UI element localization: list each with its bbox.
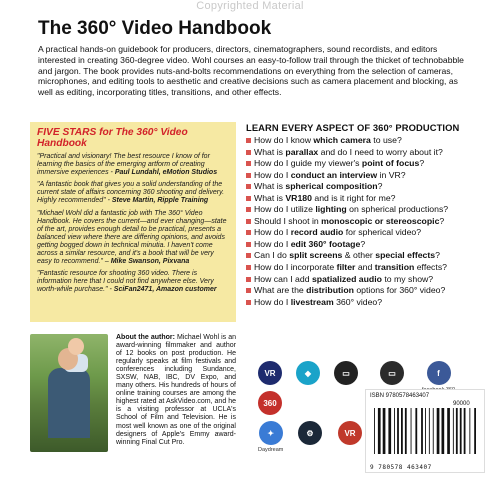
barcode-bar <box>456 408 458 454</box>
bullet-icon <box>246 277 251 282</box>
question-item <box>246 147 482 159</box>
question-text: Can I do <box>254 250 290 261</box>
youtube-360-icon <box>258 391 282 415</box>
isbn-label: ISBN 9780578463407 <box>370 393 430 399</box>
bullet-icon <box>246 300 251 305</box>
question-text: and is it right for me? <box>311 192 396 203</box>
question-keyword: parallax <box>285 146 319 157</box>
about-author <box>116 334 236 447</box>
about-author-lead: About the author: <box>116 334 175 341</box>
bullet-icon <box>246 265 251 270</box>
learn-heading: LEARN EVERY ASPECT OF 360° PRODUCTION <box>246 122 460 133</box>
question-text: How do I know <box>254 135 314 145</box>
question-keyword: lighting <box>315 204 347 215</box>
question-text: What is <box>254 181 286 192</box>
question-text: and do I need to worry about it? <box>318 146 443 157</box>
question-keyword: spherical composition <box>285 181 378 192</box>
facebook-360-icon-glyph: f <box>427 361 451 385</box>
oculus-icon <box>380 361 404 385</box>
question-text: How do I utilize <box>254 204 316 215</box>
copyright-watermark: Copyrighted Material <box>196 0 304 12</box>
question-keyword: livestream <box>290 296 334 307</box>
question-text: How can I add <box>254 273 312 284</box>
bullet-icon <box>246 230 251 235</box>
barcode-digits: 9 780578 463407 <box>370 464 432 471</box>
question-item <box>246 239 482 251</box>
vive-icon <box>296 361 320 385</box>
book-description: A practical hands-on guidebook for producers, directors, cinematographers, sound recordists, and editors interested in creating 360-degree video. Wohl courses an easy-to-follow trail through the thicket of technobabble and jargon. The book provides nuts-and-bolts recommendations on everything from the selection of cameras, microphones, and editing tools to aesthetic and creative decisions such as camera placement and blocking, as well as editing, incorporating titles, transitions, and other effects. <box>38 44 464 98</box>
barcode-bar <box>411 408 412 454</box>
vrvideo-icon <box>258 361 282 385</box>
barcode-bar <box>388 408 391 454</box>
youtube-360-icon-glyph: 360 <box>258 391 282 415</box>
daydream-icon <box>258 421 283 453</box>
steam-icon-glyph: ⚙ <box>298 421 322 445</box>
bullet-icon <box>246 288 251 293</box>
barcode-bar <box>425 408 426 454</box>
review-quote <box>37 153 229 177</box>
bullet-icon <box>246 219 251 224</box>
learn-section <box>246 122 482 308</box>
question-text: to my show? <box>381 273 434 284</box>
bullet-icon <box>246 242 251 247</box>
question-keyword: distribution <box>306 285 354 296</box>
question-text: How do I incorporate <box>254 262 337 273</box>
review-author: Paul Lundahl, eMotion Studios <box>114 169 218 177</box>
bullet-icon <box>246 173 251 178</box>
question-item <box>246 135 482 147</box>
question-text: ? <box>439 215 445 226</box>
question-item <box>246 216 482 228</box>
question-text: options for 360° video? <box>353 285 446 296</box>
question-text: ? <box>360 238 366 249</box>
question-text: How do I <box>254 296 291 307</box>
question-keyword: VR180 <box>285 192 312 203</box>
barcode-bar <box>383 408 386 454</box>
barcode-bar <box>394 408 395 454</box>
reviews-box <box>30 122 236 322</box>
question-keyword: point of focus <box>361 158 420 169</box>
review-text: "Practical and visionary! The best resource I know of for learning the basics of the emerging artform of creating immersive experiences - <box>37 153 210 177</box>
question-text: ? <box>419 158 425 169</box>
barcode-bar <box>378 408 381 454</box>
barcode-bar <box>401 408 403 454</box>
question-item <box>246 285 482 297</box>
question-text: and <box>355 262 375 273</box>
question-item <box>246 181 482 193</box>
question-keyword: filter <box>336 262 356 273</box>
steam-icon <box>298 421 322 445</box>
question-item <box>246 250 482 262</box>
question-keyword: conduct an interview <box>290 169 378 180</box>
question-text: What are the <box>254 285 307 296</box>
bullet-icon <box>246 184 251 189</box>
question-text: How do I guide my viewer's <box>254 158 362 169</box>
vrvideo-icon-glyph: VR <box>258 361 282 385</box>
question-text: What is <box>254 146 286 157</box>
bullet-icon <box>246 196 251 201</box>
bullet-icon <box>246 207 251 212</box>
question-text: Should I shoot in <box>254 215 322 226</box>
vive-icon-glyph: ◆ <box>296 361 320 385</box>
question-keyword: special effects <box>375 250 436 261</box>
bullet-icon <box>246 253 251 258</box>
question-list <box>246 135 482 308</box>
barcode-bar <box>421 408 423 454</box>
question-item <box>246 158 482 170</box>
book-title: The 360° Video Handbook <box>38 18 272 39</box>
question-keyword: spatialized audio <box>311 273 382 284</box>
question-text: How do I <box>254 227 291 238</box>
barcode-bar <box>405 408 407 454</box>
question-text: to use? <box>370 135 402 145</box>
question-item <box>246 204 482 216</box>
review-author: SciFan2471, Amazon customer <box>113 286 217 294</box>
review-quote <box>37 181 229 205</box>
review-author: Steve Martin, Ripple Training <box>111 197 209 205</box>
question-text: 360° video? <box>333 296 383 307</box>
barcode-bar <box>453 408 454 454</box>
question-keyword: which camera <box>313 135 371 145</box>
question-text: How do I <box>254 169 291 180</box>
bullet-icon <box>246 161 251 166</box>
reviews-heading: FIVE STARS for The 360° Video Handbook <box>37 127 188 149</box>
question-keyword: transition <box>374 262 415 273</box>
barcode-bar <box>464 408 466 454</box>
barcode-bar <box>442 408 445 454</box>
review-quote <box>37 210 229 267</box>
author-photo <box>30 334 108 452</box>
question-keyword: record audio <box>290 227 344 238</box>
question-text: How do I <box>254 238 291 249</box>
vr-icon-glyph: VR <box>338 421 362 445</box>
about-author-text: Michael Wohl is an award-winning filmmaker and author of 12 books on post production. He regularly speaks at film festivals and conferences including Sundance, SXSW, NAB, IBC, DV Expo, and many others. His hundreds of hours of online training courses are among the highest rated at AskVideo.com, and he is a visiting professor at UCLA's School of Film and Television. He is most well known as one of the original designers of Apple's Emmy award-winning Final Cut Pro. <box>116 334 236 446</box>
oculus-icon-glyph: ▭ <box>380 361 404 385</box>
barcode-bar <box>474 408 476 454</box>
price-code: 90000 <box>453 401 470 407</box>
barcode <box>370 408 482 464</box>
question-text: effects? <box>414 262 447 273</box>
question-text: ? <box>435 250 440 261</box>
question-keyword: monoscopic or stereoscopic <box>321 215 440 226</box>
question-text: in VR? <box>377 169 406 180</box>
barcode-bar <box>469 408 470 454</box>
barcode-bar <box>460 408 462 454</box>
review-list <box>37 153 229 295</box>
question-text: & other <box>342 250 376 261</box>
question-keyword: split screens <box>289 250 343 261</box>
review-author: Mike Swanson, Pixvana <box>110 258 190 266</box>
barcode-bar <box>447 408 450 454</box>
barcode-bar <box>415 408 417 454</box>
vr-icon <box>338 421 362 445</box>
question-item <box>246 274 482 286</box>
question-item <box>246 262 482 274</box>
barcode-bar <box>429 408 430 454</box>
barcode-bar <box>437 408 440 454</box>
barcode-bar <box>397 408 399 454</box>
headset-icon-glyph: ▭ <box>334 361 358 385</box>
question-item <box>246 227 482 239</box>
question-item <box>246 193 482 205</box>
question-text: for spherical video? <box>343 227 422 238</box>
icon-caption: Daydream <box>258 447 284 453</box>
bullet-icon <box>246 138 251 143</box>
barcode-bar <box>433 408 434 454</box>
review-text: "A fantastic book that gives you a solid understanding of the current state of affairs concerning 360 shooting and delivery. Highly recommended" - <box>37 181 225 205</box>
question-text: ? <box>377 181 383 192</box>
review-text: "Michael Wohl did a fantastic job with The 360° Video Handbook. He covers the current—and ever changing—state of the art, provides enough detail to be practical, presents a balanced view where there are differing opinions, and avoids getting bogged down in technical minutia. I haven't come across a similar resource, and it's a book that will be very easy to recommend." – <box>37 209 227 266</box>
headset-icon <box>334 361 358 385</box>
question-text: on spherical productions? <box>346 204 449 215</box>
question-item <box>246 170 482 182</box>
barcode-box <box>365 389 485 473</box>
review-text: "Fantastic resource for shooting 360 video. There is information here that I could not find anywhere else. Very worth-while purchase." - <box>37 270 214 294</box>
question-text: What is <box>254 192 286 203</box>
daydream-icon-glyph: ✦ <box>259 421 283 445</box>
review-quote <box>37 270 229 294</box>
barcode-bar <box>374 408 375 454</box>
bullet-icon <box>246 150 251 155</box>
question-keyword: edit 360° footage <box>290 238 361 249</box>
question-item <box>246 297 482 309</box>
